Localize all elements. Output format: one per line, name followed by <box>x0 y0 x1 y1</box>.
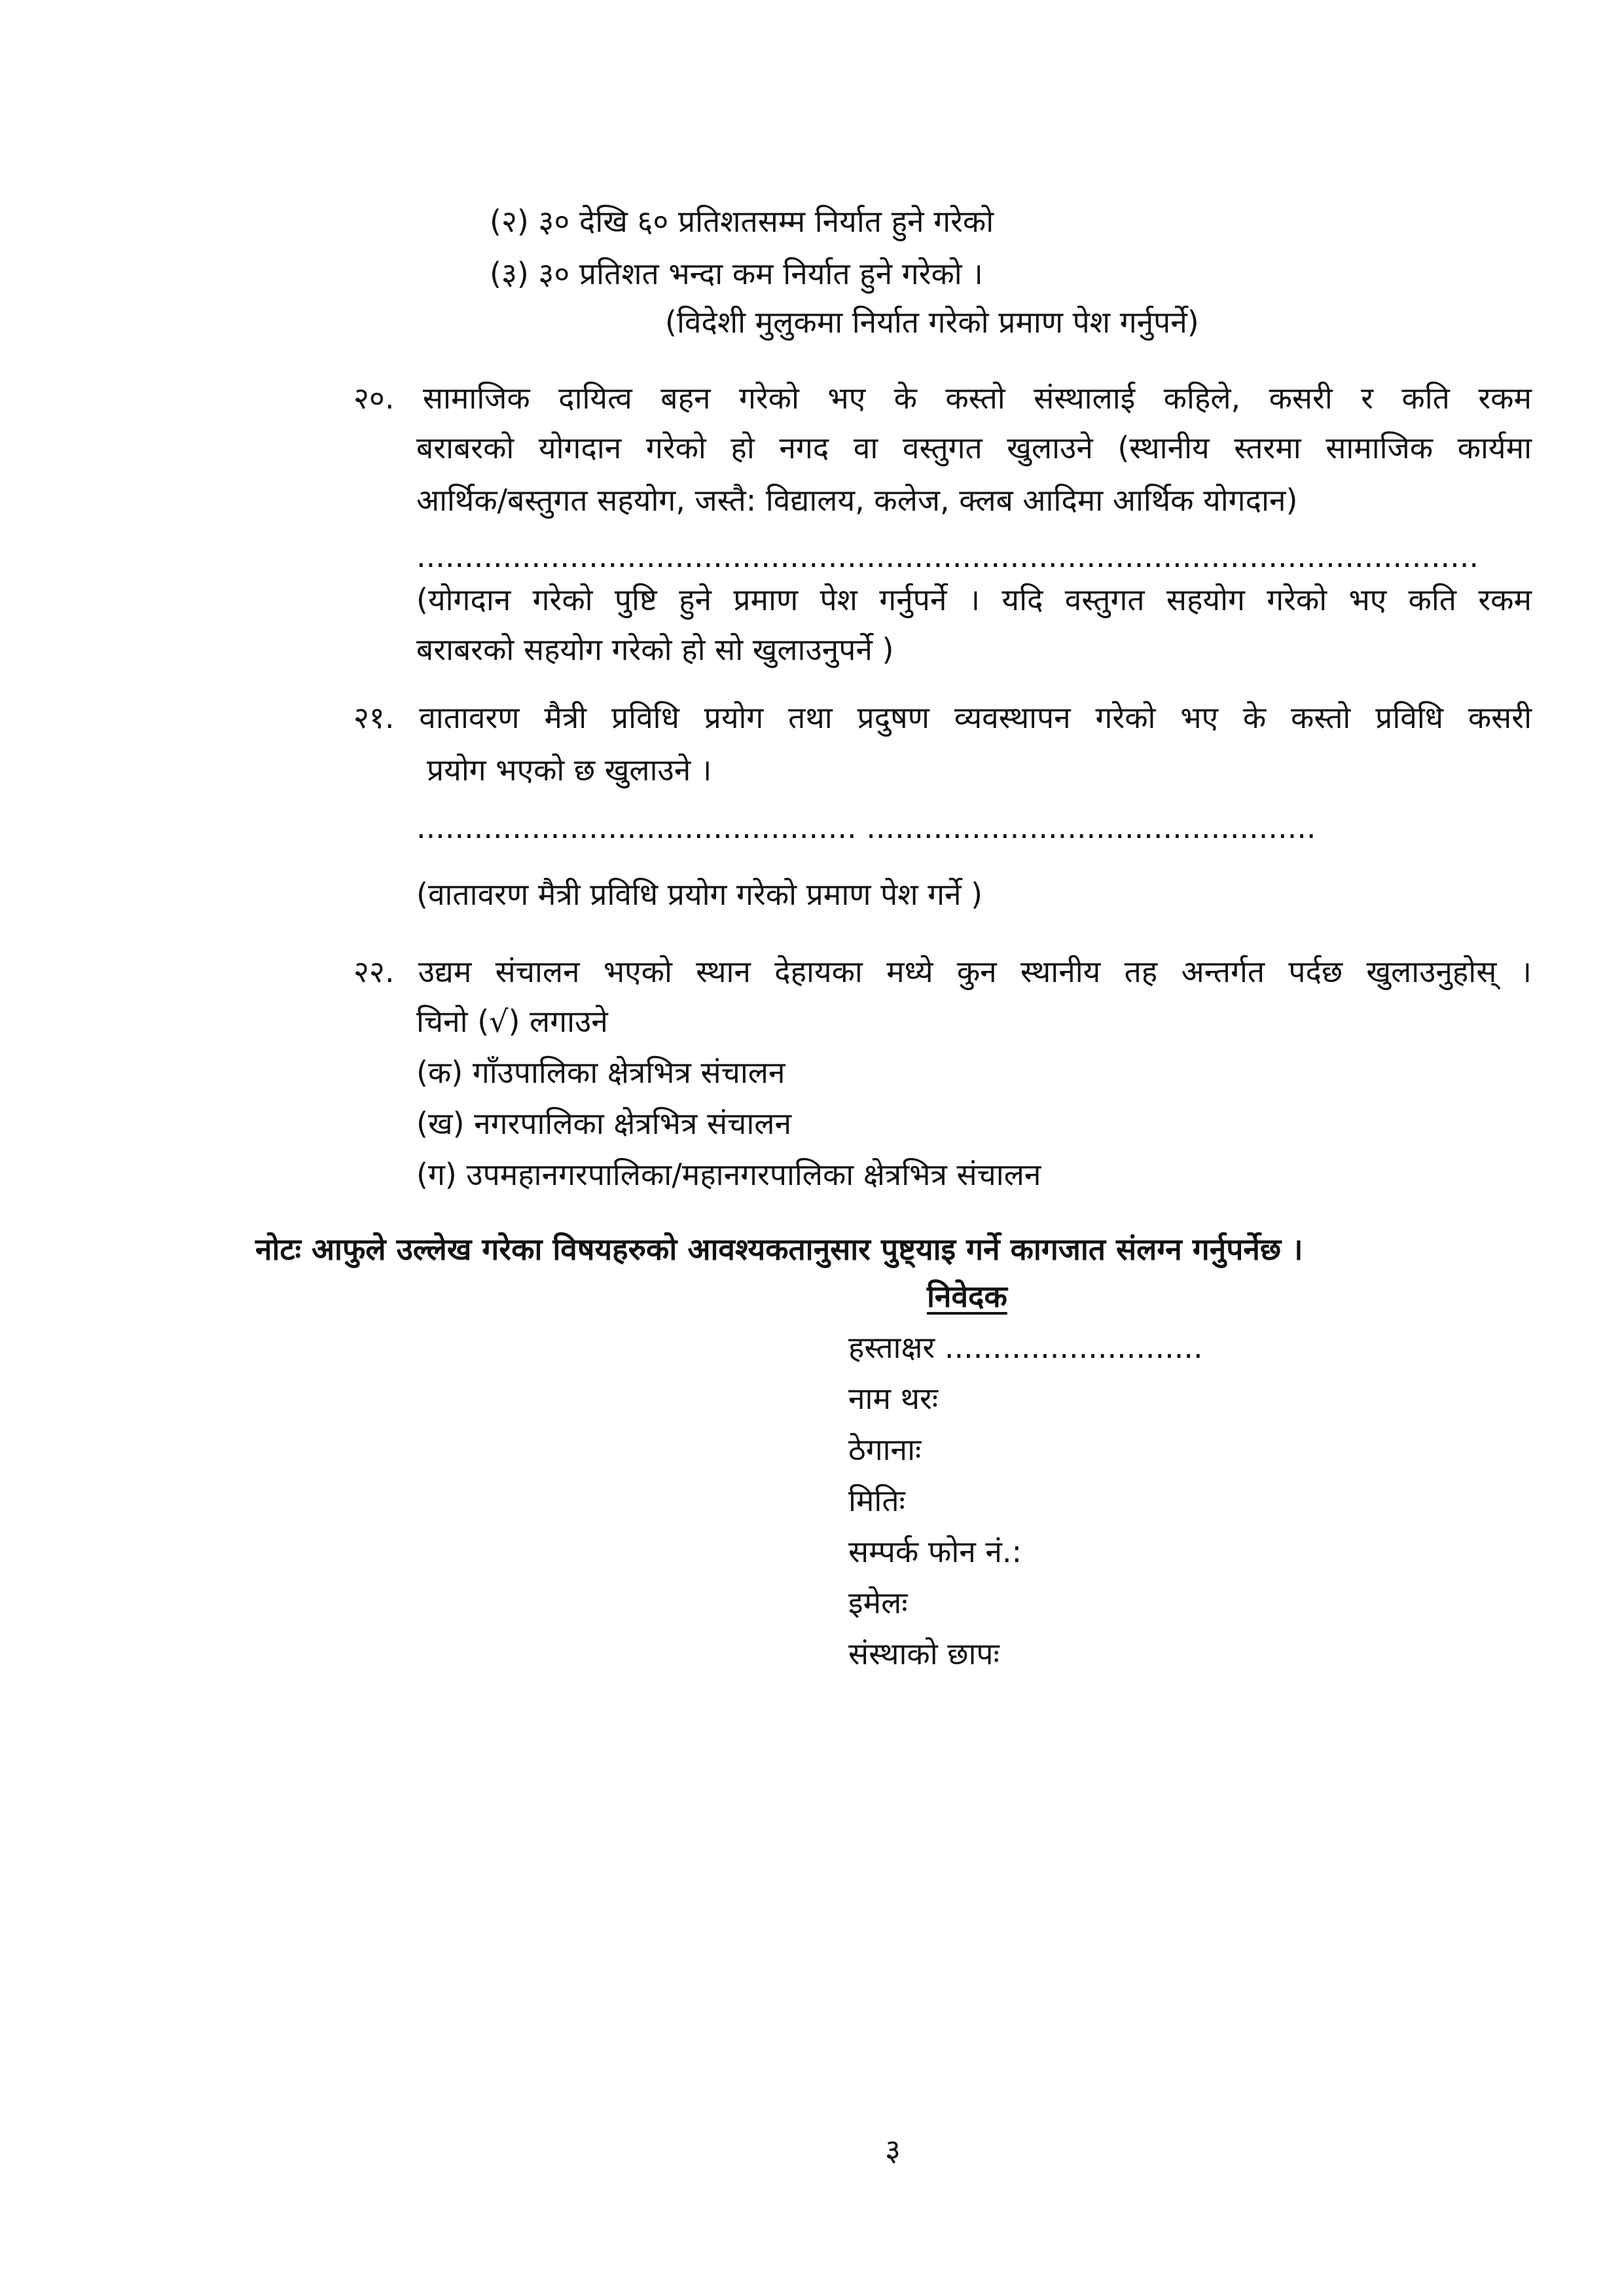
email-field: इमेलः <box>848 1585 908 1620</box>
q21-answer-dots: .............................................. ............................................... <box>416 810 1316 845</box>
export-item-3: (३) ३० प्रतिशत भन्दा कम निर्यात हुने गरेको । <box>490 256 983 291</box>
export-proof-note: (विदेशी मुलुकमा निर्यात गरेको प्रमाण पेश गर्नुपर्ने) <box>665 304 1199 340</box>
applicant-heading: निवेदक <box>927 1279 1007 1314</box>
q22-option-a: (क) गाँउपालिका क्षेत्रभित्र संचालन <box>416 1055 785 1090</box>
q21-line-2: प्रयोग भएको छ खुलाउने । <box>427 752 712 788</box>
q22-line-1: २२. उद्यम संचालन भएको स्थान देहायका मध्ये कुन स्थानीय तह अन्तर्गत पर्दछ खुलाउनुहोस् । <box>353 954 1532 989</box>
q22-option-b: (ख) नगरपालिका क्षेत्रभित्र संचालन <box>416 1106 791 1141</box>
signature-field: हस्ताक्षर ........................... <box>848 1330 1203 1365</box>
address-field: ठेगानाः <box>848 1432 922 1467</box>
date-field: मितिः <box>848 1483 905 1518</box>
q20-line-3: आर्थिक/बस्तुगत सहयोग, जस्तै: विद्यालय, कलेज, क्लब आदिमा आर्थिक योगदान) <box>416 483 1298 518</box>
stamp-field: संस्थाको छापः <box>848 1636 1000 1671</box>
q20-note-1: (योगदान गरेको पुष्टि हुने प्रमाण पेश गर्नुपर्ने । यदि वस्तुगत सहयोग गरेको भए कति रकम <box>416 582 1532 617</box>
q22-option-c: (ग) उपमहानगरपालिका/महानगरपालिका क्षेत्रभित्र संचालन <box>416 1157 1041 1192</box>
q22-line-2: चिनो (√) लगाउने <box>416 1004 608 1039</box>
q20-note-2: बराबरको सहयोग गरेको हो सो खुलाउनुपर्ने ) <box>416 632 894 667</box>
q20-answer-dots: ............................................................................................................... <box>416 539 1479 574</box>
q21-line-1: २१. वातावरण मैत्री प्रविधि प्रयोग तथा प्रदुषण व्यवस्थापन गरेको भए के कस्तो प्रविधि कसरी <box>353 700 1532 735</box>
q20-line-1: २०. सामाजिक दायित्व बहन गरेको भए के कस्तो संस्थालाई कहिले, कसरी र कति रकम <box>353 380 1532 416</box>
footnote: नोटः आफुले उल्लेख गरेका विषयहरुको आवश्यकतानुसार पुष्ट्याइ गर्ने कागजात संलग्न गर्नुपर्नेछ । <box>255 1231 1303 1267</box>
q21-note: (वातावरण मैत्री प्रविधि प्रयोग गरेको प्रमाण पेश गर्ने ) <box>416 877 983 912</box>
q20-line-2: बराबरको योगदान गरेको हो नगद वा वस्तुगत खुलाउने (स्थानीय स्तरमा सामाजिक कार्यमा <box>416 430 1532 465</box>
page-number: ३ <box>885 2132 901 2168</box>
phone-field: सम्पर्क फोन नं.: <box>848 1534 1022 1569</box>
name-field: नाम थरः <box>848 1381 939 1416</box>
export-item-2: (२) ३० देखि ६० प्रतिशतसम्म निर्यात हुने गरेको <box>490 204 994 239</box>
